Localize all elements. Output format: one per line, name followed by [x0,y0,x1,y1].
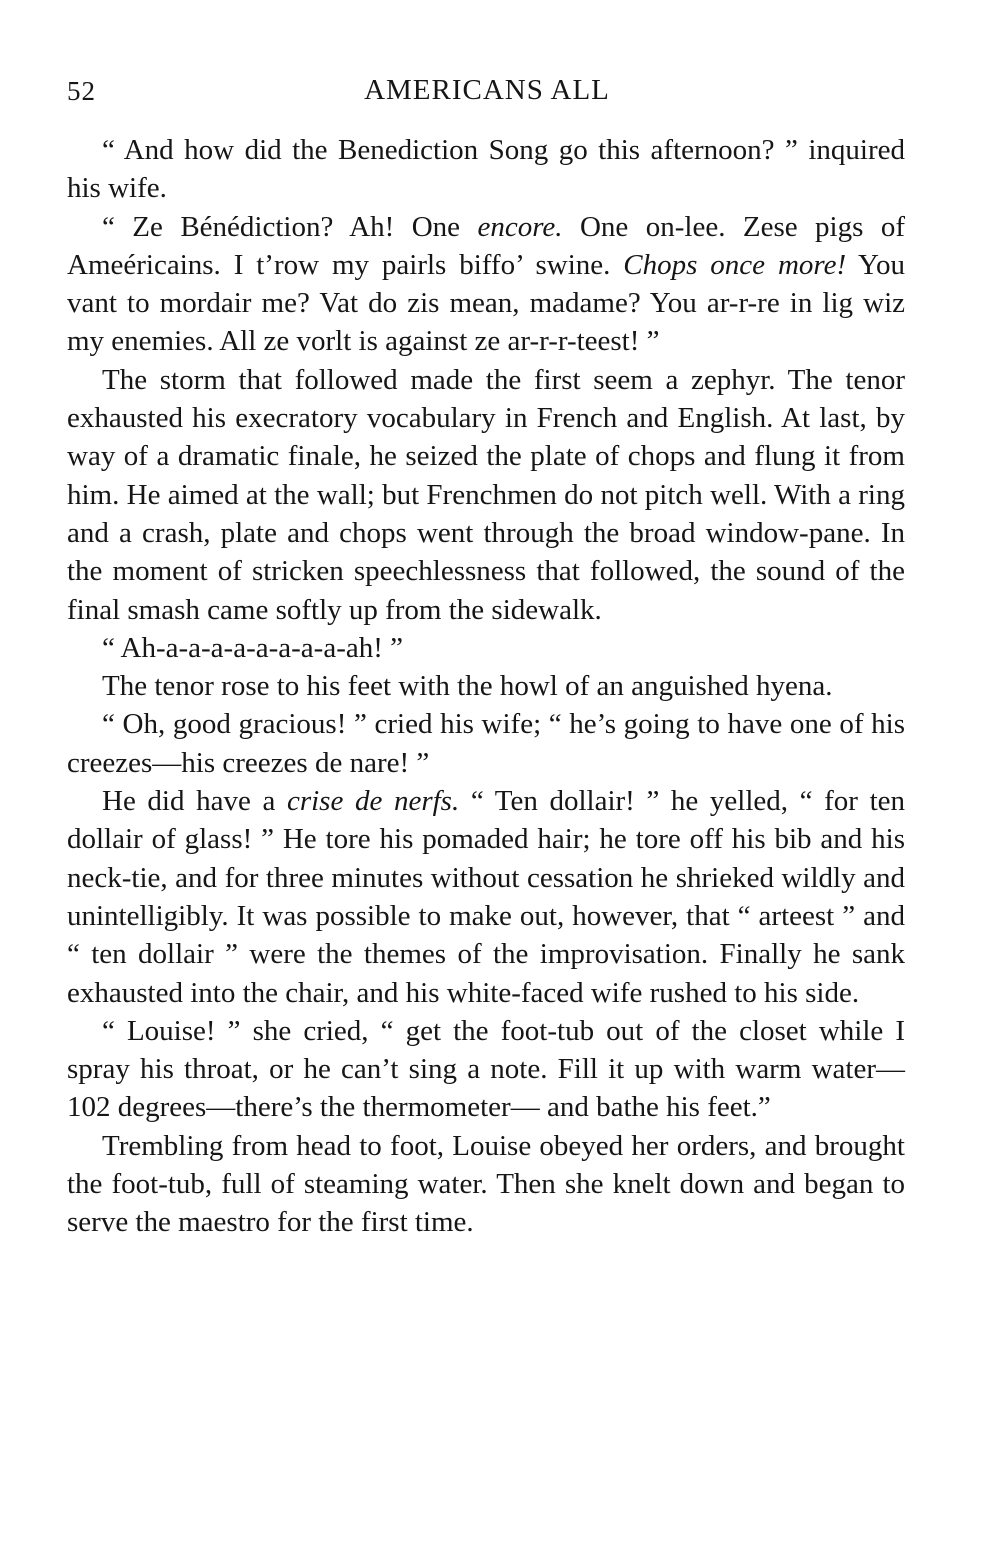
paragraph-4 [67,629,905,667]
text-run: One on-lee. Zese pigs of Ameéricains. I t’row my pairls biffo’ swine. [67,210,905,281]
paragraph-2 [67,208,905,361]
text-run: The storm that followed made the first seem a zephyr. The tenor exhausted his execratory vocabulary in French and English. At last, by way of a dramatic finale, he seized the plate of chops and flung it from him. He aimed at the wall; but Frenchmen do not pitch well. With a ring and a crash, plate and chops went through the broad window-pane. In the moment of stricken speechlessness that followed, the sound of the final smash came softly up from the sidewalk. [67,363,905,626]
italic-text: Chops once more! [623,248,847,281]
paragraph-7 [67,782,905,1012]
paragraph-6 [67,705,905,782]
text-run: He did have a [102,785,287,818]
paragraph-3 [67,361,905,629]
body-text [67,131,905,1242]
page-number: 52 [67,76,96,106]
paragraph-5 [67,667,905,705]
text-run: “ Oh, good gracious! ” cried his wife; “ he’s going to have one of his creezes—his creezes de nare! ” [67,708,905,779]
text-run: “ Ten dollair! ” he yelled, “ for ten dollair of glass! ” He tore his pomaded hair; he tore off his bib and his neck-tie, and for three minutes without cessation he shrieked wildly and unintelligibly. It was possible to make out, however, that “ arteest ” and “ ten dollair ” were the themes of the improvisation. Finally he sank exhausted into the chair, and his white-faced wife rushed to his side. [67,785,905,1009]
italic-text: crise de nerfs. [286,785,460,818]
text-run: “ Ze Bénédiction? Ah! One [102,210,478,243]
paragraph-8 [67,1012,905,1127]
text-run: “ Ah-a-a-a-a-a-a-a-a-ah! ” [102,631,404,664]
text-run: You vant to mordair me? Vat do zis mean, madame? You ar-r-re in lig wiz my enemies. All ze vorlt is against ze ar-r-r-teest! ” [67,248,905,358]
paragraph-9 [67,1127,905,1242]
text-run: The tenor rose to his feet with the howl of an anguished hyena. [102,670,833,703]
running-head [67,74,907,114]
text-run: Trembling from head to foot, Louise obeyed her orders, and brought the foot-tub, full of steaming water. Then she knelt down and began to serve the maestro for the first time. [67,1129,905,1239]
text-run: “ And how did the Benediction Song go this afternoon? ” inquired his wife. [67,134,905,205]
italic-text: encore. [477,210,563,243]
paragraph-1 [67,131,905,208]
running-title: AMERICANS ALL [364,74,610,106]
text-run: “ Louise! ” she cried, “ get the foot-tub out of the closet while I spray his throat, or he can’t sing a note. Fill it up with warm water—102 degrees—there’s the thermometer— and bathe his feet.” [67,1014,905,1124]
